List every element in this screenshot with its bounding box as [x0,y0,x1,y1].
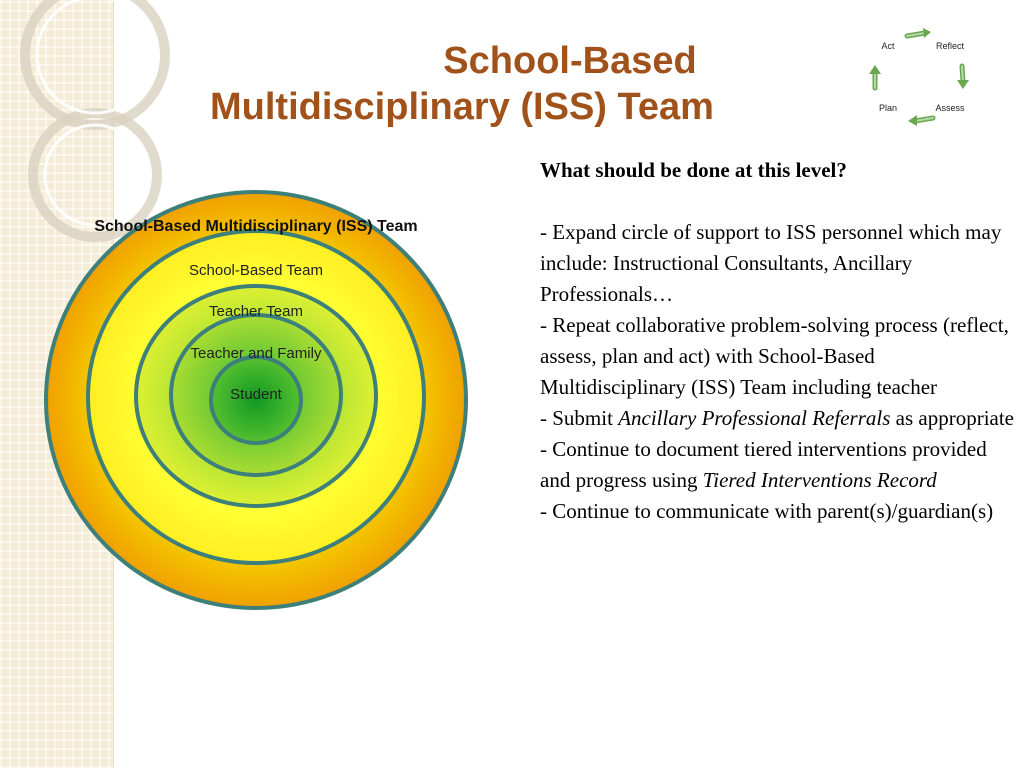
arrow-right-icon [907,28,931,38]
guidance-item-4-pre: - Continue to document tiered interventions provided and progress using [540,437,987,492]
ring-second-label: School-Based Team [189,262,323,279]
guidance-item-5: - Continue to communicate with parent(s)/guardian(s) [540,499,994,523]
guidance-item-3-emphasis: Ancillary Professional Referrals [618,406,891,430]
deco-circle-1-inner [37,0,153,113]
arrow-up-icon [869,65,881,88]
cycle-label-assess: Assess [935,103,965,113]
guidance-item-1: - Expand circle of support to ISS personnel which may include: Instructional Consultants, Ancillary Professionals… [540,220,1002,306]
guidance-item-3 [540,403,1018,434]
slide-title [150,38,870,130]
deco-circle-1 [25,0,165,125]
guidance-question: What should be done at this level? [540,158,847,182]
cycle-diagram [855,22,985,132]
guidance-item-3-pre: - Submit [540,406,619,430]
arrow-down-icon [957,66,969,89]
arrow-left-icon [908,115,933,126]
concentric-circles-diagram [40,190,480,620]
title-line-2: Multidisciplinary (ISS) Team [210,86,714,128]
cycle-label-plan: Plan [878,103,898,113]
guidance-text [540,155,1018,527]
title-line-1: School-Based [443,40,697,82]
guidance-item-4 [540,434,1018,496]
guidance-item-4-emphasis: Tiered Interventions Record [702,468,937,492]
guidance-item-2: - Repeat collaborative problem-solving process (reflect, assess, plan and act) with School-Based Multidisciplinary (ISS) Team including teacher [540,313,1009,399]
ring-core-label: Student [230,386,282,403]
ring-outer-label: School-Based Multidisciplinary (ISS) Team [94,218,418,235]
cycle-label-reflect: Reflect [935,41,965,51]
guidance-item-3-post: as appropriate [890,406,1015,430]
ring-fourth-label: Teacher and Family [190,345,322,362]
cycle-label-act: Act [881,41,895,51]
ring-third-label: Teacher Team [209,303,303,320]
